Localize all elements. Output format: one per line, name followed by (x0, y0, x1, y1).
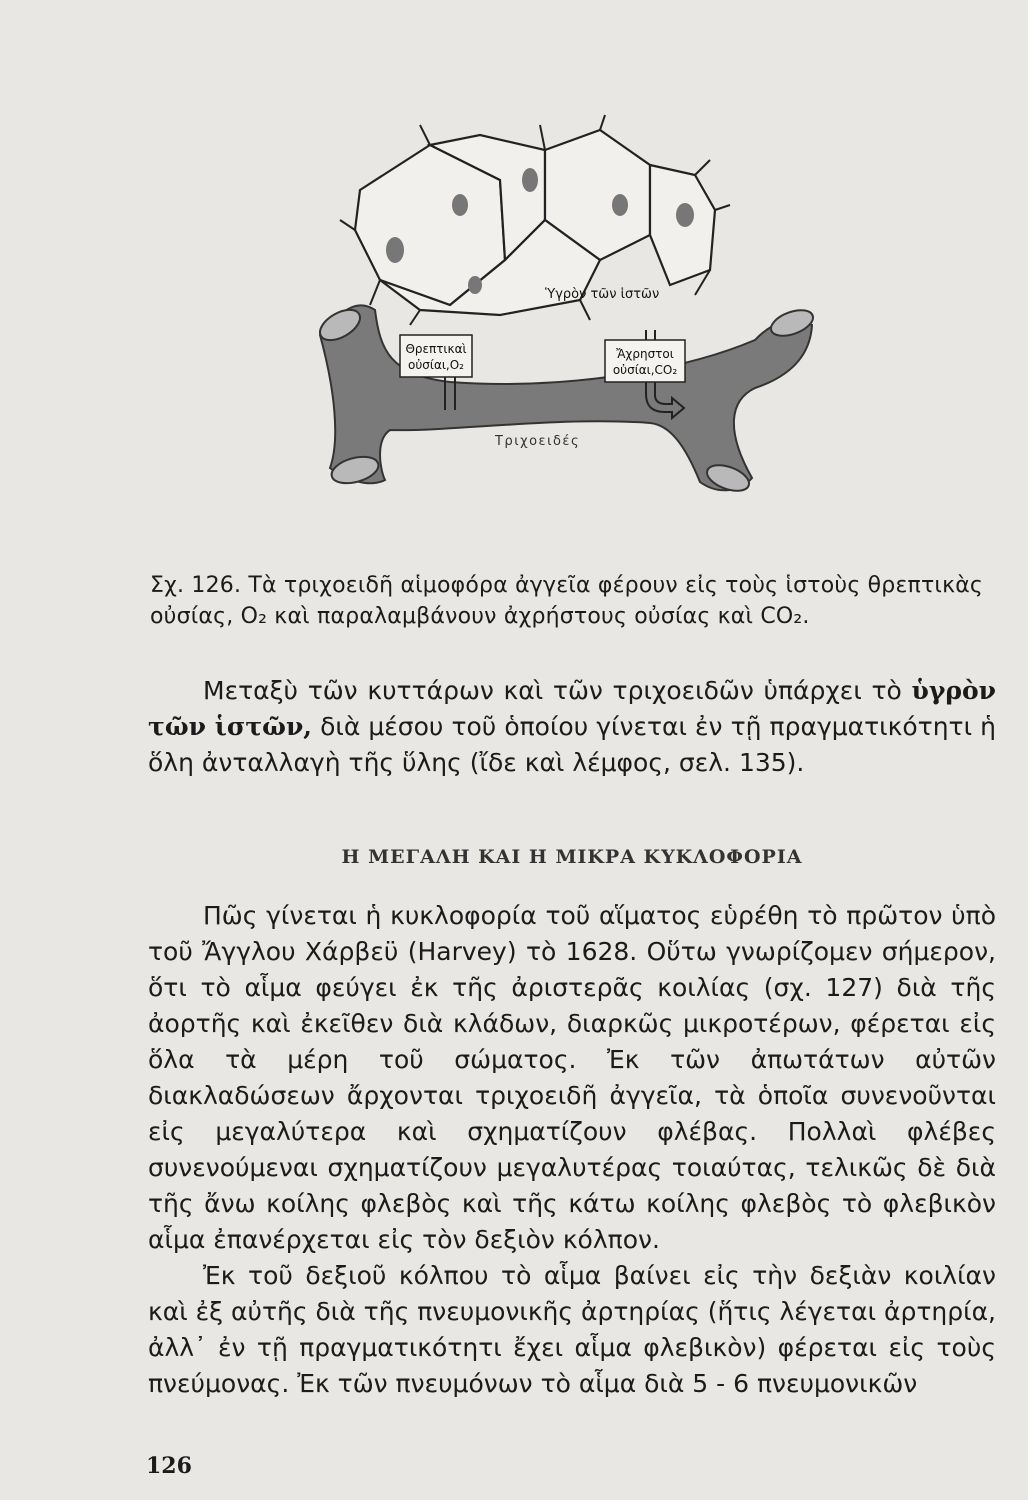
paragraph1-emphasis: ὑγρὸν τῶν ἱστῶν, (148, 676, 996, 741)
paragraph1-after: διὰ μέσου τοῦ ὁποίου γίνεται ἐν τῇ πραγματικότητι ἡ ὅλη ἀνταλλαγὴ τῆς ὕλης (ἴδε καὶ λέμφος, σελ. 135). (148, 712, 996, 777)
paragraph2: Πῶς γίνεται ἡ κυκλοφορία τοῦ αἵματος εὑρέθη τὸ πρῶτον ὑπὸ τοῦ Ἄγγλου Χάρβεϋ (Harvey) τὸ 1628. Οὕτω γνωρίζομεν σήμερον, ὅτι τὸ αἷμα φεύγει ἐκ τῆς ἀριστερᾶς κοιλίας (σχ. 127) διὰ τῆς ἀορτῆς καὶ ἐκεῖθεν διὰ κλάδων, διαρκῶς μικροτέρων, φέρεται εἰς ὅλα τὰ μέρη τοῦ σώματος. Ἐκ τῶν ἀπωτάτων αὐτῶν διακλαδώσεων ἄρχονται τριχοειδῆ ἀγγεῖα, τὰ ὁποῖα συνενοῦνται εἰς μεγαλύτερα καὶ σχηματίζουν φλέβας. Πολλαὶ φλέβες συνενούμεναι σχηματίζουν μεγαλυτέρας τοιαύτας, τελικῶς δὲ διὰ τῆς ἄνω κοίλης φλεβὸς καὶ τῆς κάτω κοίλης φλεβὸς τὸ φλεβικὸν αἷμα ἐπανέρχεται εἰς τὸν δεξιὸν κόλπον. (148, 901, 996, 1254)
paragraph3: Ἐκ τοῦ δεξιοῦ κόλπου τὸ αἷμα βαίνει εἰς τὴν δεξιὰν κοιλίαν καὶ ἐξ αὐτῆς διὰ τῆς πνευμονικῆς ἀρτηρίας (ἥτις λέγεται ἀρτηρία, ἀλλ᾽ ἐν τῇ πραγματικότητι ἔχει αἷμα φλεβικὸν) φέρεται εἰς τοὺς πνεύμονας. Ἐκ τῶν πνευμόνων τὸ αἷμα διὰ 5 - 6 πνευμονικῶν (148, 1261, 996, 1398)
paragraph-circulation (148, 898, 996, 1402)
paragraph1-before: Μεταξὺ τῶν κυττάρων καὶ τῶν τριχοειδῶν ὑπάρχει τὸ (203, 676, 912, 705)
capillary-label: Τριχοειδές (495, 434, 581, 449)
capillary-vessel (320, 305, 812, 490)
page-number: 126 (146, 1453, 192, 1479)
nutrients-label-line1: Θρεπτικαὶ (405, 342, 467, 356)
tissue-cells (355, 130, 715, 315)
capillary-figure (300, 110, 830, 510)
tissue-fluid-label: Ὑγρὸν τῶν ἱστῶν (545, 287, 660, 302)
capillary-diagram (300, 110, 830, 510)
figure-caption (150, 570, 995, 632)
caption-line-2: οὐσίας, O₂ καὶ παραλαμβάνουν ἀχρήστους οὐσίας καὶ CO₂. (150, 604, 810, 629)
paragraph-tissue-fluid (148, 673, 996, 781)
waste-label-line1: Ἄχρηστοι (616, 347, 674, 361)
caption-line-1: Σχ. 126. Τὰ τριχοειδῆ αἱμοφόρα ἀγγεῖα φέρουν εἰς τοὺς ἱστοὺς θρεπτικὰς (150, 573, 984, 598)
section-heading: Η ΜΕΓΑΛΗ ΚΑΙ Η ΜΙΚΡΑ ΚΥΚΛΟΦΟΡΙΑ (341, 846, 803, 868)
waste-label-line2: οὐσίαι,CO₂ (612, 363, 678, 377)
nutrients-label-line2: οὐσίαι,O₂ (408, 358, 464, 372)
